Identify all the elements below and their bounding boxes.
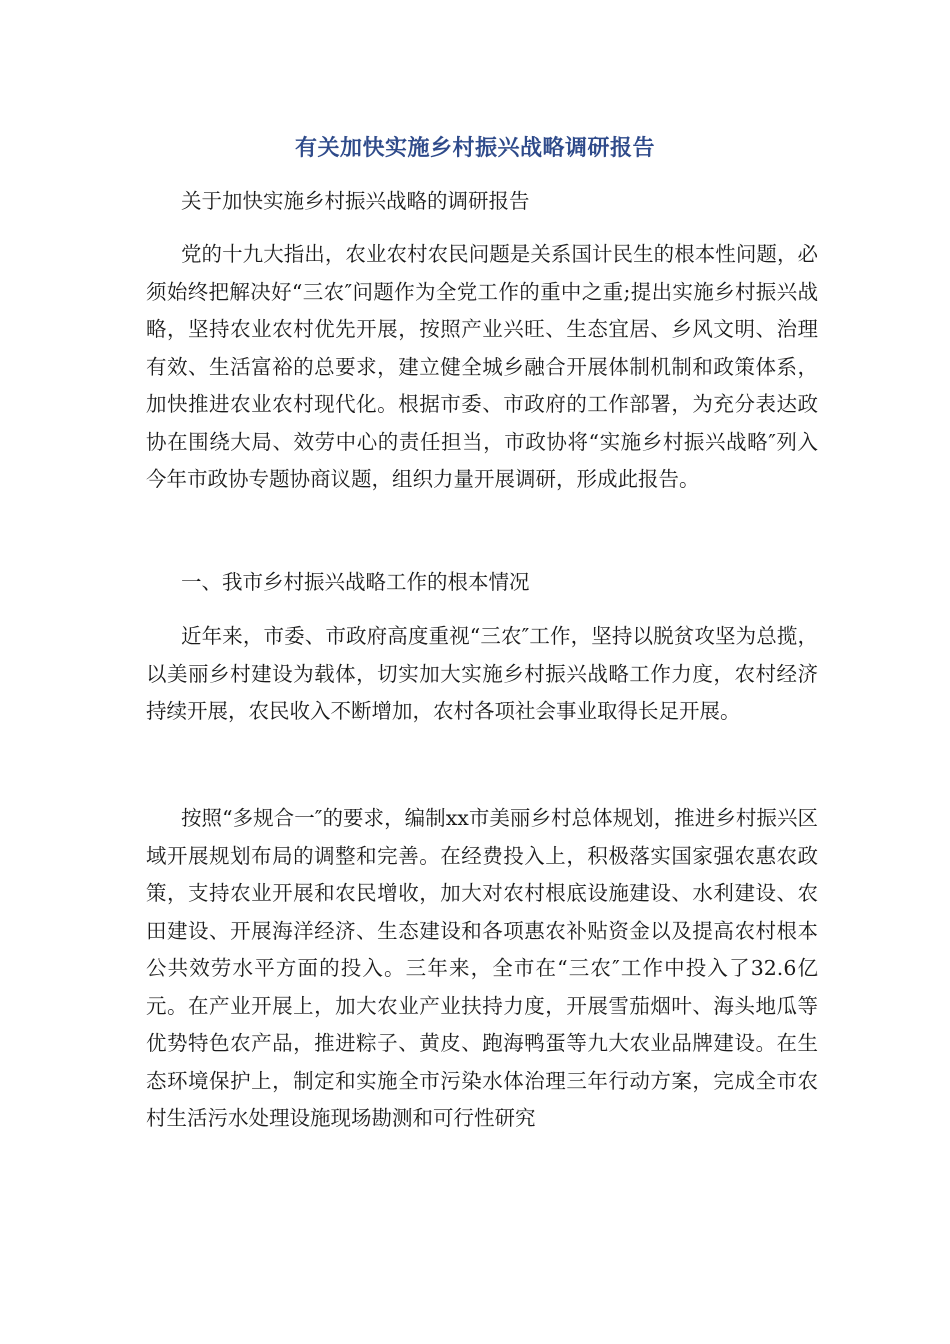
page-title: 有关加快实施乡村振兴战略调研报告 bbox=[294, 136, 655, 161]
subtitle-paragraph: 关于加快实施乡村振兴战略的调研报告 bbox=[181, 189, 530, 213]
intro-paragraph: 党的十九大指出，农业农村农民问题是关系国计民生的根本性问题，必须始终把解决好“三农″问题作为全党工作的重中之重;提出实施乡村振兴战略，坚持农业农村优先开展，按照产业兴旺、生态宜居、乡风文明、治理有效、生活富裕的总要求，建立健全城乡融合开展体制机制和政策体系，加快推进农业农村现代化。根据市委、市政府的工作部署，为充分表达政协在围绕大局、效劳中心的责任担当，市政协将“实施乡村振兴战略″列入今年市政协专题协商议题，组织力量开展调研，形成此报告。 bbox=[146, 242, 818, 491]
planning-paragraph: 按照“多规合一″的要求，编制xx市美丽乡村总体规划，推进乡村振兴区域开展规划布局的调整和完善。在经费投入上，积极落实国家强农惠农政策，支持农业开展和农民增收，加大对农村根底设施建设、水利建设、农田建设、开展海洋经济、生态建设和各项惠农补贴资金以及提高农村根本公共效劳水平方面的投入。三年来，全市在“三农″工作中投入了32.6亿元。在产业开展上，加大农业产业扶持力度，开展雪茄烟叶、海头地瓜等优势特色农产品，推进粽子、黄皮、跑海鸭蛋等九大农业品牌建设。在生态环境保护上，制定和实施全市污染水体治理三年行动方案，完成全市农村生活污水处理设施现场勘测和可行性研究 bbox=[146, 806, 818, 1130]
section-heading: 一、我市乡村振兴战略工作的根本情况 bbox=[181, 570, 530, 594]
overview-paragraph: 近年来，市委、市政府高度重视“三农″工作，坚持以脱贫攻坚为总揽，以美丽乡村建设为载体，切实加大实施乡村振兴战略工作力度，农村经济持续开展，农民收入不断增加，农村各项社会事业取得长足开展。 bbox=[146, 624, 818, 723]
